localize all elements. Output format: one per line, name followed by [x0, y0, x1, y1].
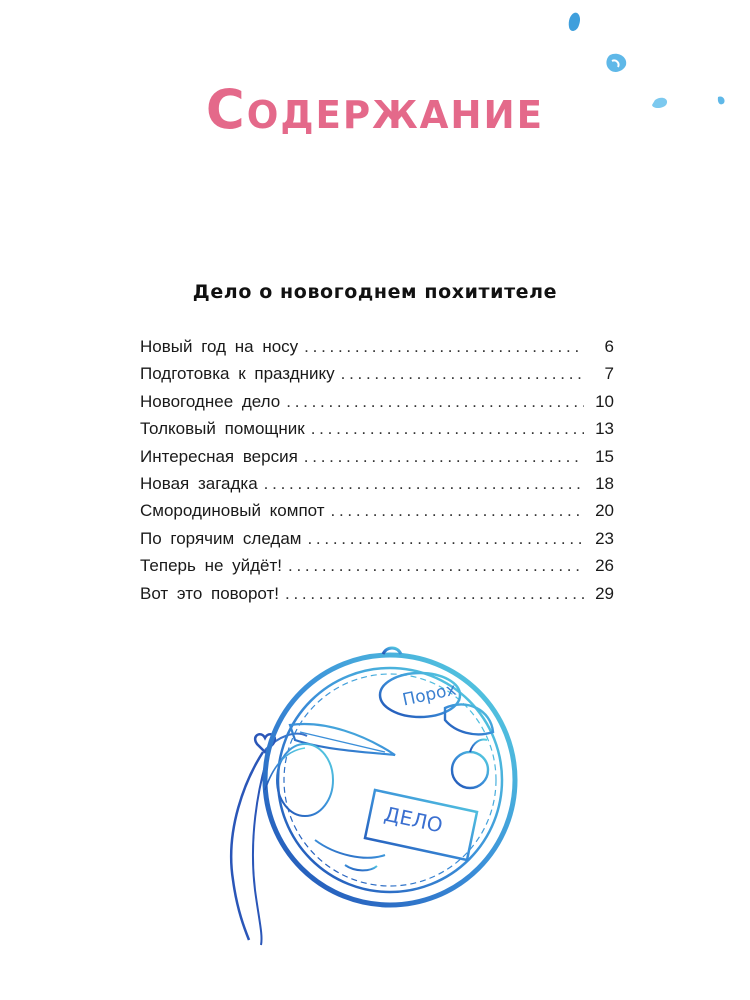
toc-entry-page: 7: [604, 364, 614, 384]
section-title: Дело о новогоднем похитителе: [192, 281, 558, 303]
toc-entry[interactable]: [140, 337, 614, 364]
toc-entry-title: Смородиновый компот: [140, 501, 325, 521]
toc-entry[interactable]: [140, 392, 614, 419]
toc-entry-title: Новая загадка: [140, 473, 258, 493]
toc-entry[interactable]: [140, 584, 614, 611]
table-of-contents: [140, 337, 614, 611]
dot-leader: [307, 529, 584, 549]
toc-entry-title: Вот это поворот!: [140, 583, 280, 603]
dot-leader: [341, 364, 584, 384]
dot-leader: [331, 501, 584, 521]
dot-leader: [264, 474, 584, 494]
toc-entry[interactable]: [140, 419, 614, 446]
toc-entry-title: По горячим следам: [140, 528, 302, 548]
toc-entry[interactable]: [140, 447, 614, 474]
toc-entry[interactable]: [140, 474, 614, 501]
toc-entry[interactable]: [140, 364, 614, 391]
toc-entry-title: Подготовка к празднику: [140, 364, 335, 384]
toc-entry-title: Новый год на носу: [140, 337, 299, 356]
toc-entry[interactable]: [140, 529, 614, 556]
page-title: Содержание: [205, 78, 545, 141]
toc-entry[interactable]: [140, 501, 614, 528]
toc-entry-page: 20: [595, 501, 614, 521]
dot-leader: [304, 337, 584, 357]
toc-entry-page: 6: [604, 337, 614, 356]
dot-leader: [285, 584, 584, 604]
dot-leader: [288, 556, 584, 576]
toc-entry-page: 10: [595, 391, 614, 411]
toc-entry[interactable]: [140, 556, 614, 583]
toc-entry-title: Новогоднее дело: [140, 391, 281, 411]
toc-entry-page: 18: [595, 473, 614, 493]
dot-leader: [304, 447, 584, 467]
toc-entry-title: Интересная версия: [140, 446, 298, 466]
pocket-watch-medallion-illustration: [205, 640, 535, 950]
toc-entry-page: 13: [595, 419, 614, 439]
toc-entry-page: 15: [595, 446, 614, 466]
toc-entry-page: 23: [595, 528, 614, 548]
toc-entry-title: Толковый помощник: [140, 419, 305, 439]
dot-leader: [286, 392, 584, 412]
toc-entry-page: 26: [595, 556, 614, 576]
toc-entry-title: Теперь не уйдёт!: [140, 556, 283, 576]
dot-leader: [311, 419, 584, 439]
toc-entry-page: 29: [595, 583, 614, 603]
powder-label: Порох: [400, 679, 459, 711]
case-file-label: ДЕЛО: [382, 801, 445, 838]
